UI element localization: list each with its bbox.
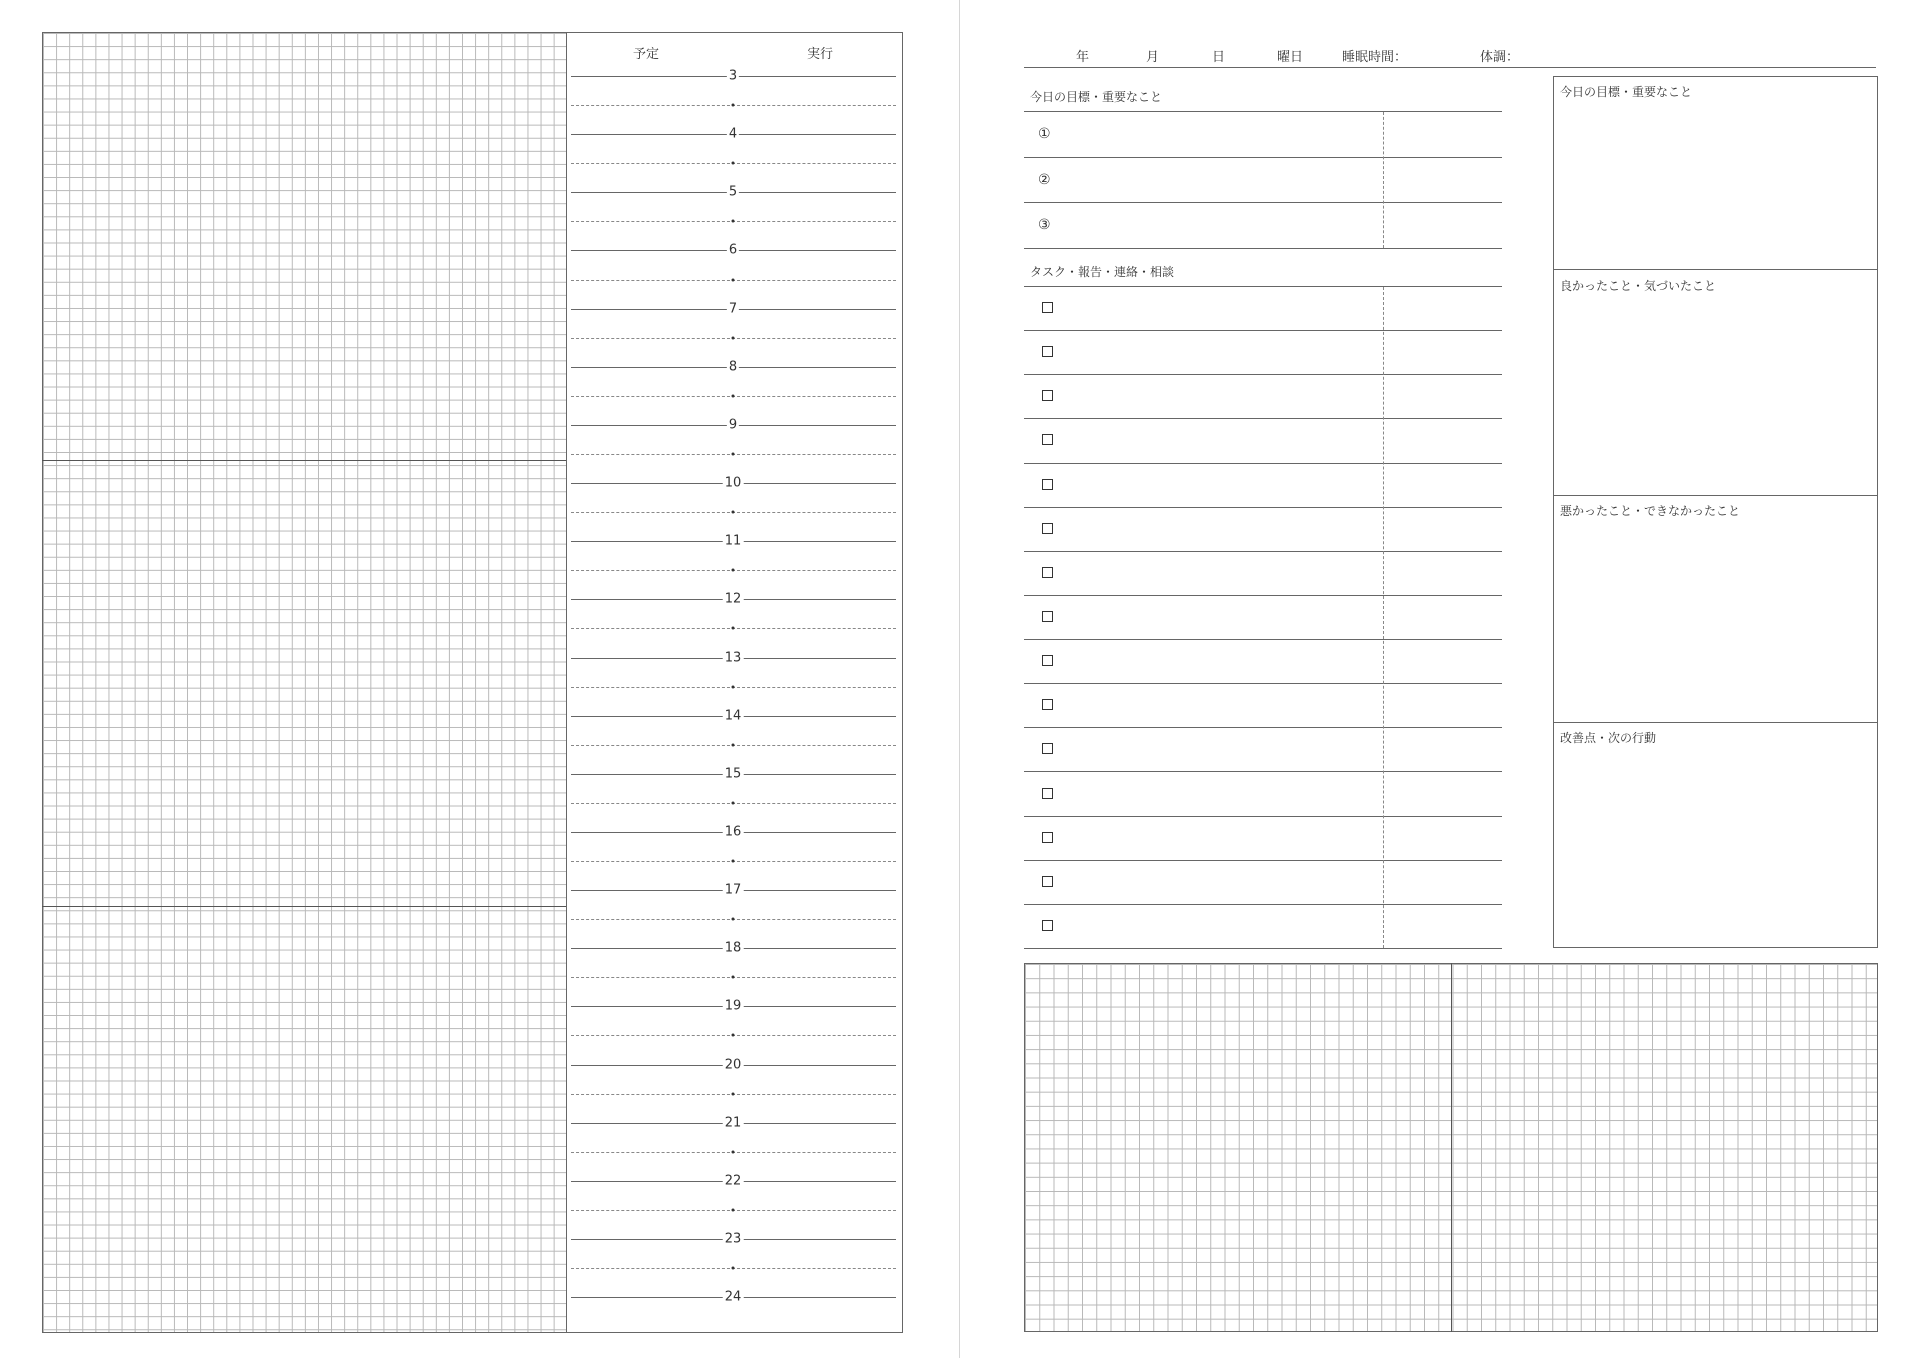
hour-label: 5 — [728, 184, 738, 200]
sleep-label: 睡眠時間： — [1342, 50, 1408, 65]
side-box-improve[interactable] — [1553, 722, 1878, 948]
half-hour-dot — [732, 394, 735, 397]
goal-number: ② — [1038, 171, 1051, 188]
side-box-goals[interactable] — [1553, 76, 1878, 270]
task-line[interactable] — [1024, 418, 1502, 419]
task-line[interactable] — [1024, 948, 1502, 949]
side-box-improve-title: 改善点・次の行動 — [1560, 731, 1657, 745]
task-checkbox[interactable] — [1042, 699, 1053, 710]
actual-header: 実行 — [807, 47, 834, 62]
hour-label: 14 — [724, 708, 742, 724]
task-checkbox[interactable] — [1042, 346, 1053, 357]
half-hour-dot — [732, 801, 735, 804]
task-checkbox[interactable] — [1042, 611, 1053, 622]
side-box-good[interactable] — [1553, 269, 1878, 496]
goal-line[interactable] — [1024, 202, 1502, 203]
goals-title-underline — [1024, 111, 1502, 112]
tasks-title-underline — [1024, 286, 1502, 287]
grid-divider-2 — [42, 906, 567, 907]
task-line[interactable] — [1024, 595, 1502, 596]
hour-label: 11 — [724, 533, 742, 549]
hour-label: 8 — [728, 359, 738, 375]
month-label: 月 — [1146, 50, 1160, 65]
task-checkbox[interactable] — [1042, 302, 1053, 313]
half-hour-dot — [732, 627, 735, 630]
right-page — [960, 0, 1920, 1358]
half-hour-dot — [732, 104, 735, 107]
task-line[interactable] — [1024, 904, 1502, 905]
grid-note-area[interactable] — [42, 32, 567, 1333]
side-box-good-title: 良かったこと・気づいたこと — [1560, 279, 1717, 293]
day-label: 日 — [1212, 50, 1226, 65]
half-hour-dot — [732, 452, 735, 455]
task-line[interactable] — [1024, 860, 1502, 861]
half-hour-dot — [732, 976, 735, 979]
schedule-column[interactable] — [566, 32, 903, 1333]
hour-label: 15 — [724, 766, 742, 782]
date-header-underline — [1024, 67, 1876, 68]
hour-label: 13 — [724, 650, 742, 665]
goal-number: ① — [1038, 126, 1051, 142]
task-line[interactable] — [1024, 683, 1502, 684]
year-label: 年 — [1076, 50, 1090, 65]
task-line[interactable] — [1024, 771, 1502, 772]
side-box-bad[interactable] — [1553, 495, 1878, 723]
half-hour-dot — [732, 1267, 735, 1270]
task-line[interactable] — [1024, 330, 1502, 331]
condition-label: 体調： — [1480, 50, 1520, 65]
hour-label: 19 — [724, 998, 742, 1014]
side-box-bad-title: 悪かったこと・できなかったこと — [1560, 504, 1741, 518]
half-hour-dot — [732, 1034, 735, 1037]
goals-title: 今日の目標・重要なこと — [1030, 90, 1163, 104]
planned-header: 予定 — [633, 47, 660, 62]
task-checkbox[interactable] — [1042, 788, 1053, 799]
task-checkbox[interactable] — [1042, 743, 1053, 754]
hour-label: 17 — [724, 882, 742, 898]
task-line[interactable] — [1024, 374, 1502, 375]
task-checkbox[interactable] — [1042, 567, 1053, 578]
task-line[interactable] — [1024, 816, 1502, 817]
task-line[interactable] — [1024, 463, 1502, 464]
half-hour-dot — [732, 1208, 735, 1211]
half-hour-dot — [732, 1092, 735, 1095]
side-box-goals-title: 今日の目標・重要なこと — [1560, 85, 1693, 99]
hour-label: 18 — [724, 940, 742, 956]
half-hour-dot — [732, 685, 735, 688]
task-checkbox[interactable] — [1042, 523, 1053, 534]
task-checkbox[interactable] — [1042, 832, 1053, 843]
weekday-label: 曜日 — [1277, 50, 1304, 65]
half-hour-dot — [732, 743, 735, 746]
hour-label: 20 — [724, 1057, 742, 1073]
task-line[interactable] — [1024, 507, 1502, 508]
hour-label: 7 — [728, 301, 738, 317]
grid-divider-1 — [42, 460, 567, 461]
task-line[interactable] — [1024, 639, 1502, 640]
bottom-grid-divider — [1451, 963, 1452, 1332]
hour-label: 21 — [724, 1115, 742, 1131]
hour-label: 6 — [728, 242, 738, 258]
task-checkbox[interactable] — [1042, 479, 1053, 490]
hour-label: 16 — [724, 824, 742, 840]
goal-line[interactable] — [1024, 157, 1502, 158]
hour-label: 10 — [724, 475, 742, 491]
half-hour-dot — [732, 569, 735, 572]
task-checkbox[interactable] — [1042, 876, 1053, 887]
hour-label: 24 — [724, 1289, 742, 1305]
goal-number: ③ — [1038, 217, 1051, 233]
hour-label: 12 — [724, 591, 742, 607]
half-hour-dot — [732, 278, 735, 281]
task-checkbox[interactable] — [1042, 434, 1053, 445]
task-checkbox[interactable] — [1042, 655, 1053, 666]
goals-column-divider — [1383, 112, 1384, 248]
half-hour-dot — [732, 511, 735, 514]
half-hour-dot — [732, 220, 735, 223]
hour-label: 23 — [724, 1231, 742, 1247]
task-checkbox[interactable] — [1042, 390, 1053, 401]
half-hour-dot — [732, 336, 735, 339]
goal-line[interactable] — [1024, 248, 1502, 249]
task-line[interactable] — [1024, 551, 1502, 552]
hour-label: 9 — [728, 417, 738, 433]
tasks-column-divider — [1383, 287, 1384, 948]
task-checkbox[interactable] — [1042, 920, 1053, 931]
half-hour-dot — [732, 918, 735, 921]
half-hour-dot — [732, 860, 735, 863]
half-hour-dot — [732, 1150, 735, 1153]
hour-label: 3 — [728, 68, 738, 84]
tasks-title: タスク・報告・連絡・相談 — [1030, 265, 1175, 279]
half-hour-dot — [732, 162, 735, 165]
hour-label: 4 — [728, 126, 738, 142]
task-line[interactable] — [1024, 727, 1502, 728]
hour-label: 22 — [724, 1173, 742, 1189]
